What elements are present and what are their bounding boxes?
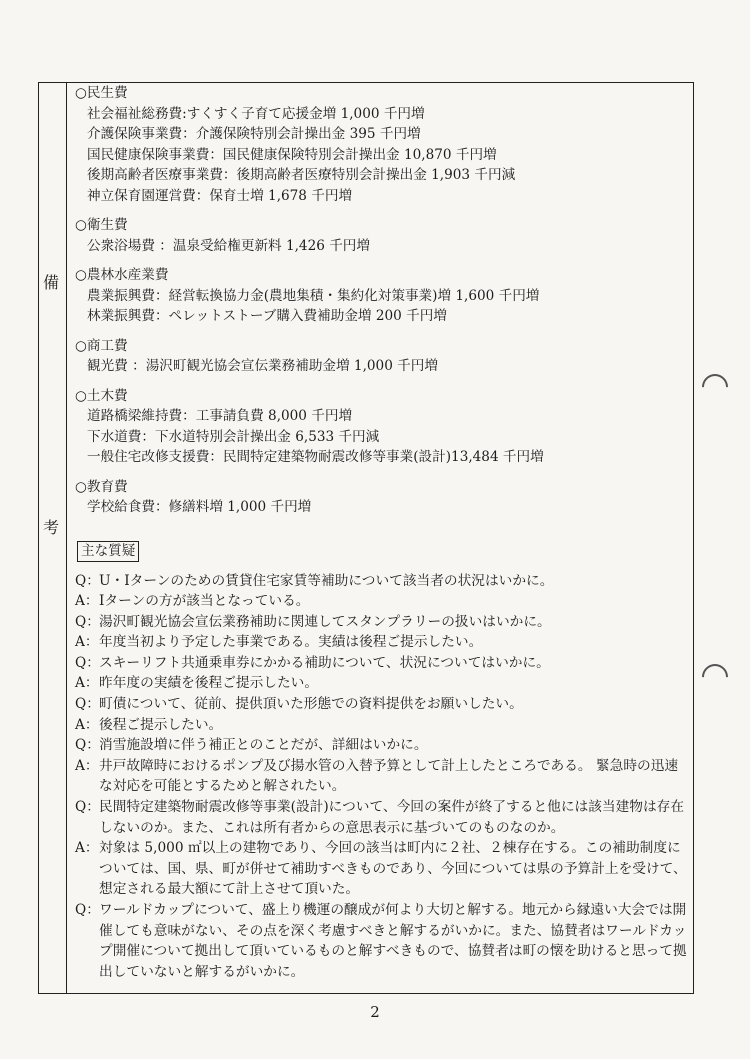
document-frame [38,82,694,994]
qa-list [75,571,687,983]
qa-text: 消雪施設増に伴う補正とのことだが、詳細はいかに。 [99,737,428,754]
section-item: 国民健康保険事業費：国民健康保険特別会計操出金 10,870 千円増 [87,146,497,163]
qa-tag: Q： [75,902,100,918]
section-item: 下水道費：下水道特別会計操出金 6,533 千円減 [87,428,380,445]
qa-entry [75,694,687,715]
section-item: 学校給食費：修繕料増 1,000 千円増 [87,499,312,515]
page-number: 2 [370,1003,380,1021]
section-item: 介護保険事業費：介護保険特別会計操出金 395 千円増 [87,126,421,142]
qa-entry [75,735,687,756]
qa-text: Iターンの方が該当となっている。 [99,593,310,610]
section-heading: ○農林水産業費 [75,267,169,283]
qa-entry [75,571,687,592]
qa-section-title: 主な質疑 [77,541,139,562]
qa-tag: A： [75,716,99,733]
section-item: 一般住宅改修支援費：民間特定建築物耐震改修等事業(設計)13,484 千円増 [87,449,544,465]
qa-text: 年度当初より予定した事業である。実績は後程ご提示したい。 [99,634,483,651]
qa-entry [75,715,687,736]
qa-text: 湯沢町観光協会宣伝業務補助に関連してスタンプラリーの扱いはいかに。 [99,613,551,630]
qa-entry [75,900,687,982]
qa-text: 対象は 5,000 ㎡以上の建物であり、今回の該当は町内に２社、２棟存在する。この補助制度については、国、県、町が併せて補助すべきものであり、今回については県の予算計上を受けて、想定される最大額にて計上させて頂いた。 [99,840,687,898]
section-item: 公衆浴場費 ：温泉受給権更新料 1,426 千円増 [87,237,370,254]
qa-tag: A： [75,675,99,692]
section-item: 林業振興費：ペレットストーブ購入費補助金増 200 千円増 [87,308,447,324]
qa-text: 民間特定建築物耐震改修等事業(設計)について、今回の案件が終了すると他には該当建物は存在しないのか。また、これは所有者からの意思表示に基づいてのものなのか。 [99,799,685,836]
section-item: 社会福祉総務費:すくすく子育て応援金増 1,000 千円増 [87,105,425,122]
qa-entry [75,797,687,838]
section-heading: ○商工費 [75,337,128,354]
qa-entry [75,612,687,633]
qa-tag: Q： [75,737,100,754]
qa-tag: Q： [75,696,100,713]
side-label-bottom: 考 [43,518,60,537]
qa-entry [75,673,687,694]
qa-entry [75,756,687,797]
binder-hole-icon [697,369,734,406]
qa-tag: Q： [75,654,100,671]
qa-text: 後程ご提示したい。 [99,716,223,733]
qa-tag: A： [75,593,99,610]
remarks-label-column [39,83,67,993]
section-heading: ○衛生費 [75,217,128,233]
qa-tag: Q： [75,613,100,630]
section-item: 観光費 ：湯沢町観光協会宣伝業務補助金増 1,000 千円増 [87,358,438,374]
qa-text: 町債について、従前、提供頂いた形態での資料提供をお願いしたい。 [99,696,523,713]
side-label-top: 備 [43,273,60,292]
remarks-content [75,83,687,982]
qa-tag: Q： [75,572,100,589]
qa-entry [75,838,687,900]
section-heading: ○土木費 [75,387,128,404]
section-heading: ○教育費 [75,478,128,495]
qa-entry [75,653,687,674]
section-heading: ○民生費 [75,85,128,101]
section-item: 神立保育園運営費：保育士増 1,678 千円増 [87,187,353,204]
section-item: 農業振興費：経営転換協力金(農地集積・集約化対策事業)増 1,600 千円増 [87,287,540,304]
qa-text: ワールドカップについて、盛上り機運の醸成が何より大切と解する。地元から縁遠い大会では開催しても意味がない、その点を深く考慮すべきと解するがいかに。また、協賛者はワールドカップ開催について拠出して頂いているものと解すべきもので、協賛者は町の懐を助けると思って拠出していないと解するがいかに。 [99,902,687,980]
qa-entry [75,591,687,612]
qa-tag: A： [75,757,99,774]
qa-text: 井戸故障時におけるポンプ及び揚水管の入替予算として計上したところである。 緊急時の迅速な対応を可能とするためと解されたい。 [99,757,679,795]
qa-tag: A： [75,634,99,651]
qa-tag: A： [75,840,99,857]
binder-hole-icon [697,659,734,696]
qa-tag: Q： [75,799,100,816]
qa-entry [75,632,687,653]
section-item: 道路橋梁維持費：工事請負費 8,000 千円増 [87,408,353,424]
qa-text: 昨年度の実績を後程ご提示したい。 [99,675,319,692]
section-item: 後期高齢者医療事業費：後期高齢者医療特別会計操出金 1,903 千円減 [87,167,516,183]
qa-text: スキーリフト共通乗車券にかかる補助について、状況についてはいかに。 [99,654,550,671]
qa-text: U・Iターンのための賃貸住宅家賃等補助について該当者の状況はいかに。 [99,572,554,589]
